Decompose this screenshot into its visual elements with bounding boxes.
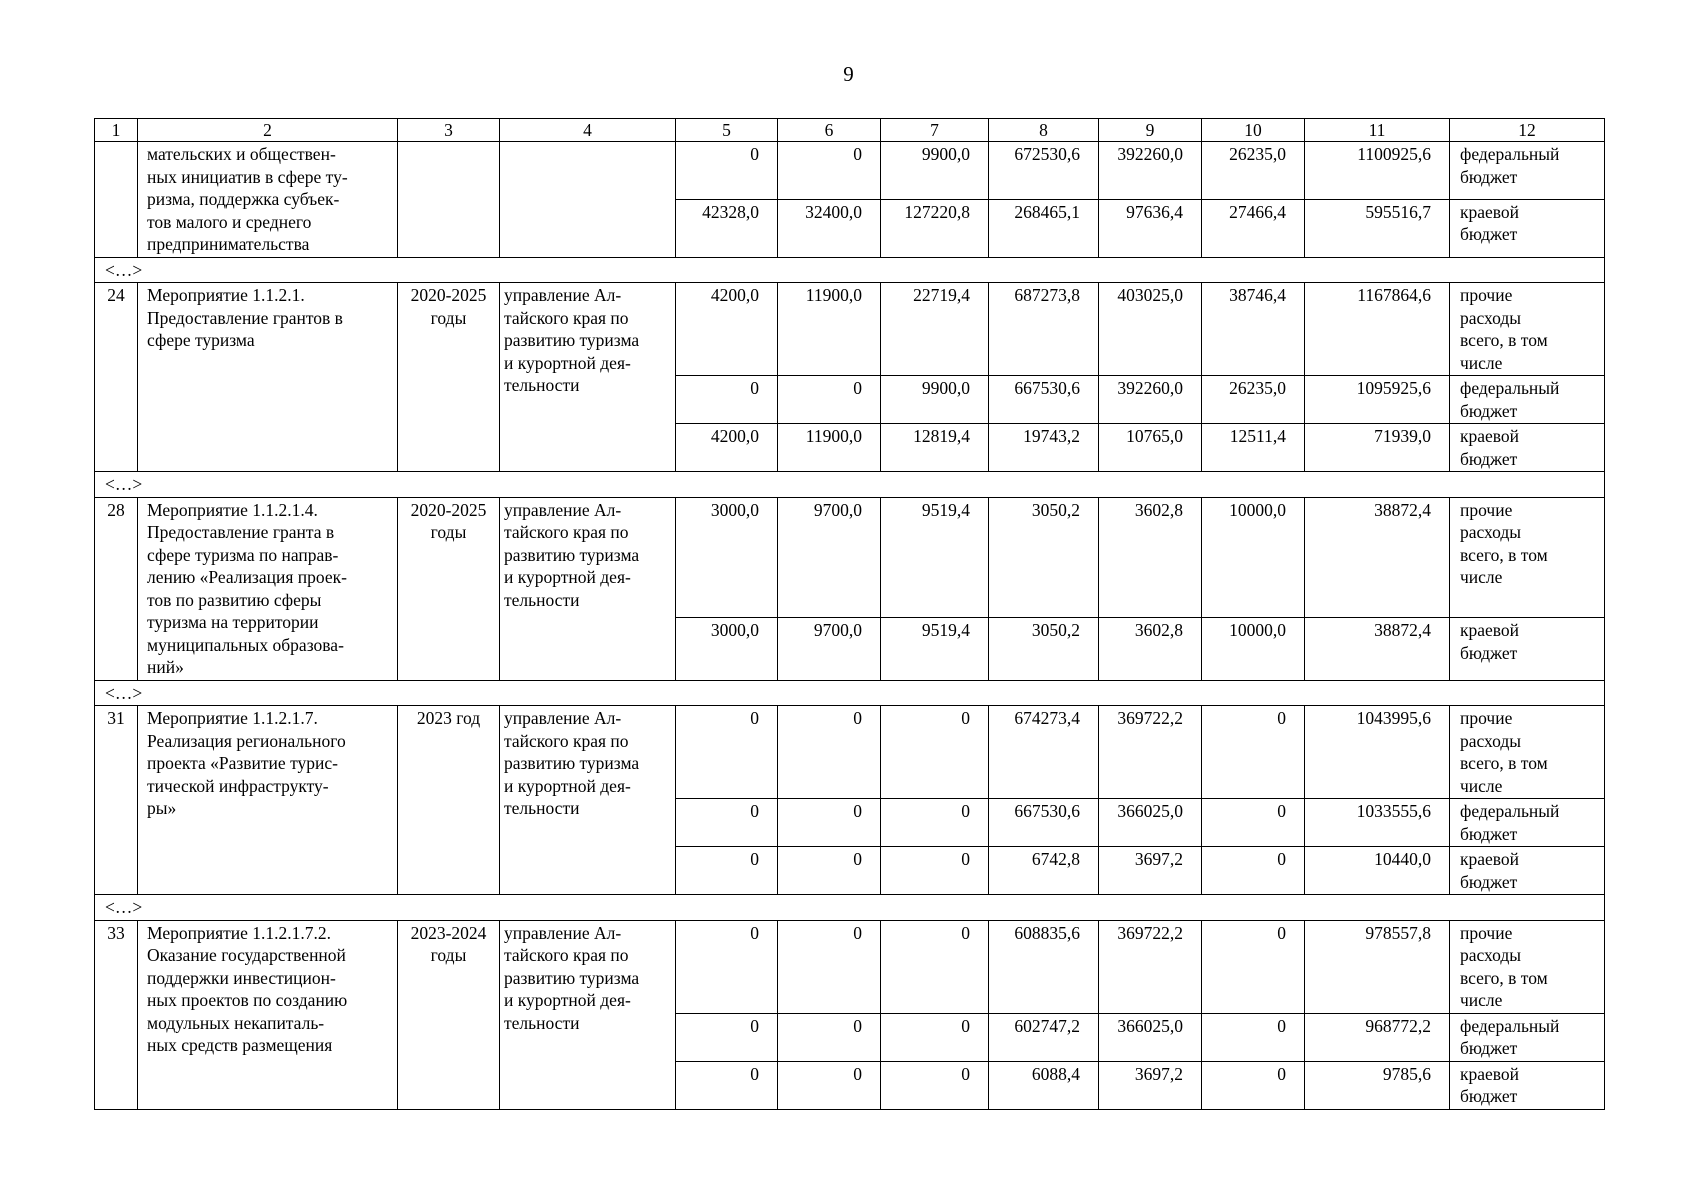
- amount-cell: 10000,0: [1202, 497, 1305, 618]
- amount-cell: 366025,0: [1099, 1013, 1202, 1061]
- funding-source-cell: краевой бюджет: [1450, 618, 1605, 680]
- amount-cell: 3602,8: [1099, 497, 1202, 618]
- amount-cell: 608835,6: [989, 920, 1099, 1013]
- amount-cell: 366025,0: [1099, 799, 1202, 847]
- amount-cell: 42328,0: [676, 199, 778, 257]
- funding-source-cell: прочие расходы всего, в том числе: [1450, 706, 1605, 799]
- amount-cell: 0: [778, 799, 881, 847]
- measure-name-cell: Мероприятие 1.1.2.1. Предоставление грантов в сфере туризма: [138, 283, 398, 472]
- header-cell: 3: [398, 119, 500, 142]
- amount-cell: 0: [1202, 799, 1305, 847]
- amount-cell: 9519,4: [881, 618, 989, 680]
- amount-cell: 3000,0: [676, 618, 778, 680]
- executor-cell: управление Ал- тайского края по развитию туризма и курортной дея- тельности: [500, 497, 676, 680]
- omission-row: [95, 680, 1605, 706]
- funding-source-cell: федеральный бюджет: [1450, 799, 1605, 847]
- amount-cell: 0: [676, 920, 778, 1013]
- amount-cell: 403025,0: [1099, 283, 1202, 376]
- amount-cell: 9700,0: [778, 497, 881, 618]
- funding-source-cell: федеральный бюджет: [1450, 376, 1605, 424]
- amount-cell: 667530,6: [989, 376, 1099, 424]
- amount-cell: 10000,0: [1202, 618, 1305, 680]
- amount-cell: 0: [881, 799, 989, 847]
- amount-cell: 392260,0: [1099, 376, 1202, 424]
- amount-cell: 0: [1202, 847, 1305, 895]
- table-row: [95, 142, 1605, 200]
- amount-cell: 0: [778, 1061, 881, 1109]
- page-number: 9: [843, 62, 854, 86]
- amount-cell: 10765,0: [1099, 424, 1202, 472]
- amount-cell: 32400,0: [778, 199, 881, 257]
- amount-cell: 11900,0: [778, 283, 881, 376]
- amount-cell: 672530,6: [989, 142, 1099, 200]
- amount-cell: 71939,0: [1305, 424, 1450, 472]
- amount-cell: 0: [1202, 1013, 1305, 1061]
- amount-cell: 22719,4: [881, 283, 989, 376]
- header-cell: 4: [500, 119, 676, 142]
- amount-cell: 1043995,6: [1305, 706, 1450, 799]
- amount-cell: 12511,4: [1202, 424, 1305, 472]
- amount-cell: 11900,0: [778, 424, 881, 472]
- funding-source-cell: краевой бюджет: [1450, 199, 1605, 257]
- amount-cell: 0: [881, 847, 989, 895]
- measure-name-cell: Мероприятие 1.1.2.1.7. Реализация регионального проекта «Развитие турис- тической инфраструкту- ры»: [138, 706, 398, 895]
- funding-source-cell: прочие расходы всего, в том числе: [1450, 497, 1605, 618]
- funding-source-cell: федеральный бюджет: [1450, 1013, 1605, 1061]
- amount-cell: 3697,2: [1099, 847, 1202, 895]
- amount-cell: 0: [676, 1013, 778, 1061]
- amount-cell: 0: [676, 1061, 778, 1109]
- amount-cell: 9519,4: [881, 497, 989, 618]
- measure-name-cell: Мероприятие 1.1.2.1.7.2. Оказание государственной поддержки инвестицион- ных проектов по созданию модульных некапиталь- ных средств размещения: [138, 920, 398, 1109]
- amount-cell: 0: [881, 920, 989, 1013]
- header-row: [95, 119, 1605, 142]
- amount-cell: 38872,4: [1305, 497, 1450, 618]
- amount-cell: 0: [676, 847, 778, 895]
- amount-cell: 0: [676, 799, 778, 847]
- period-cell: 2020-2025 годы: [398, 497, 500, 680]
- amount-cell: 127220,8: [881, 199, 989, 257]
- amount-cell: 0: [1202, 706, 1305, 799]
- omission-marker: <…>: [95, 895, 1605, 921]
- amount-cell: 602747,2: [989, 1013, 1099, 1061]
- period-cell: 2023-2024 годы: [398, 920, 500, 1109]
- amount-cell: 4200,0: [676, 424, 778, 472]
- amount-cell: 12819,4: [881, 424, 989, 472]
- table-row: [95, 283, 1605, 376]
- amount-cell: 3050,2: [989, 618, 1099, 680]
- amount-cell: 1100925,6: [1305, 142, 1450, 200]
- funding-source-cell: прочие расходы всего, в том числе: [1450, 920, 1605, 1013]
- amount-cell: 97636,4: [1099, 199, 1202, 257]
- amount-cell: 595516,7: [1305, 199, 1450, 257]
- amount-cell: 369722,2: [1099, 706, 1202, 799]
- amount-cell: 4200,0: [676, 283, 778, 376]
- amount-cell: 968772,2: [1305, 1013, 1450, 1061]
- omission-marker: <…>: [95, 257, 1605, 283]
- amount-cell: 667530,6: [989, 799, 1099, 847]
- period-cell: 2020-2025 годы: [398, 283, 500, 472]
- omission-row: [95, 895, 1605, 921]
- amount-cell: 9900,0: [881, 142, 989, 200]
- amount-cell: 6088,4: [989, 1061, 1099, 1109]
- amount-cell: 3000,0: [676, 497, 778, 618]
- row-number-cell: 31: [95, 706, 138, 895]
- amount-cell: 0: [778, 142, 881, 200]
- row-number-cell: [95, 142, 138, 258]
- header-cell: 12: [1450, 119, 1605, 142]
- amount-cell: 0: [676, 376, 778, 424]
- amount-cell: 9700,0: [778, 618, 881, 680]
- amount-cell: 0: [778, 847, 881, 895]
- amount-cell: 0: [778, 920, 881, 1013]
- amount-cell: 3697,2: [1099, 1061, 1202, 1109]
- omission-row: [95, 472, 1605, 498]
- amount-cell: 0: [676, 142, 778, 200]
- amount-cell: 0: [881, 706, 989, 799]
- row-number-cell: 24: [95, 283, 138, 472]
- amount-cell: 0: [881, 1061, 989, 1109]
- amount-cell: 0: [1202, 1061, 1305, 1109]
- amount-cell: 0: [778, 376, 881, 424]
- row-number-cell: 28: [95, 497, 138, 680]
- amount-cell: 26235,0: [1202, 376, 1305, 424]
- table-row: [95, 497, 1605, 618]
- amount-cell: 0: [778, 706, 881, 799]
- funding-source-cell: прочие расходы всего, в том числе: [1450, 283, 1605, 376]
- executor-cell: [500, 142, 676, 258]
- funding-source-cell: федеральный бюджет: [1450, 142, 1605, 200]
- omission-marker: <…>: [95, 472, 1605, 498]
- executor-cell: управление Ал- тайского края по развитию туризма и курортной дея- тельности: [500, 706, 676, 895]
- amount-cell: 10440,0: [1305, 847, 1450, 895]
- amount-cell: 38746,4: [1202, 283, 1305, 376]
- funding-source-cell: краевой бюджет: [1450, 1061, 1605, 1109]
- amount-cell: 687273,8: [989, 283, 1099, 376]
- header-cell: 5: [676, 119, 778, 142]
- amount-cell: 392260,0: [1099, 142, 1202, 200]
- amount-cell: 0: [676, 706, 778, 799]
- table-body: [95, 119, 1605, 1110]
- amount-cell: 6742,8: [989, 847, 1099, 895]
- header-cell: 11: [1305, 119, 1450, 142]
- amount-cell: 1095925,6: [1305, 376, 1450, 424]
- header-cell: 6: [778, 119, 881, 142]
- row-number-cell: 33: [95, 920, 138, 1109]
- amount-cell: 1167864,6: [1305, 283, 1450, 376]
- header-cell: 1: [95, 119, 138, 142]
- amount-cell: 9900,0: [881, 376, 989, 424]
- amount-cell: 38872,4: [1305, 618, 1450, 680]
- period-cell: [398, 142, 500, 258]
- amount-cell: 26235,0: [1202, 142, 1305, 200]
- amount-cell: 19743,2: [989, 424, 1099, 472]
- amount-cell: 0: [881, 1013, 989, 1061]
- table-row: [95, 920, 1605, 1013]
- amount-cell: 3602,8: [1099, 618, 1202, 680]
- measure-name-cell: мательских и обществен- ных инициатив в сфере ту- ризма, поддержка субъек- тов малого и среднего предпринимательства: [138, 142, 398, 258]
- executor-cell: управление Ал- тайского края по развитию туризма и курортной дея- тельности: [500, 920, 676, 1109]
- header-cell: 10: [1202, 119, 1305, 142]
- amount-cell: 0: [778, 1013, 881, 1061]
- omission-marker: <…>: [95, 680, 1605, 706]
- amount-cell: 3050,2: [989, 497, 1099, 618]
- omission-row: [95, 257, 1605, 283]
- amount-cell: 9785,6: [1305, 1061, 1450, 1109]
- budget-table: [94, 118, 1605, 1110]
- executor-cell: управление Ал- тайского края по развитию туризма и курортной дея- тельности: [500, 283, 676, 472]
- header-cell: 2: [138, 119, 398, 142]
- amount-cell: 369722,2: [1099, 920, 1202, 1013]
- funding-source-cell: краевой бюджет: [1450, 847, 1605, 895]
- measure-name-cell: Мероприятие 1.1.2.1.4. Предоставление гранта в сфере туризма по направ- лению «Реализация проек- тов по развитию сферы туризма на территории муниципальных образова- ний»: [138, 497, 398, 680]
- period-cell: 2023 год: [398, 706, 500, 895]
- amount-cell: 674273,4: [989, 706, 1099, 799]
- header-cell: 7: [881, 119, 989, 142]
- amount-cell: 1033555,6: [1305, 799, 1450, 847]
- amount-cell: 0: [1202, 920, 1305, 1013]
- amount-cell: 268465,1: [989, 199, 1099, 257]
- table-row: [95, 706, 1605, 799]
- header-cell: 8: [989, 119, 1099, 142]
- amount-cell: 27466,4: [1202, 199, 1305, 257]
- header-cell: 9: [1099, 119, 1202, 142]
- amount-cell: 978557,8: [1305, 920, 1450, 1013]
- funding-source-cell: краевой бюджет: [1450, 424, 1605, 472]
